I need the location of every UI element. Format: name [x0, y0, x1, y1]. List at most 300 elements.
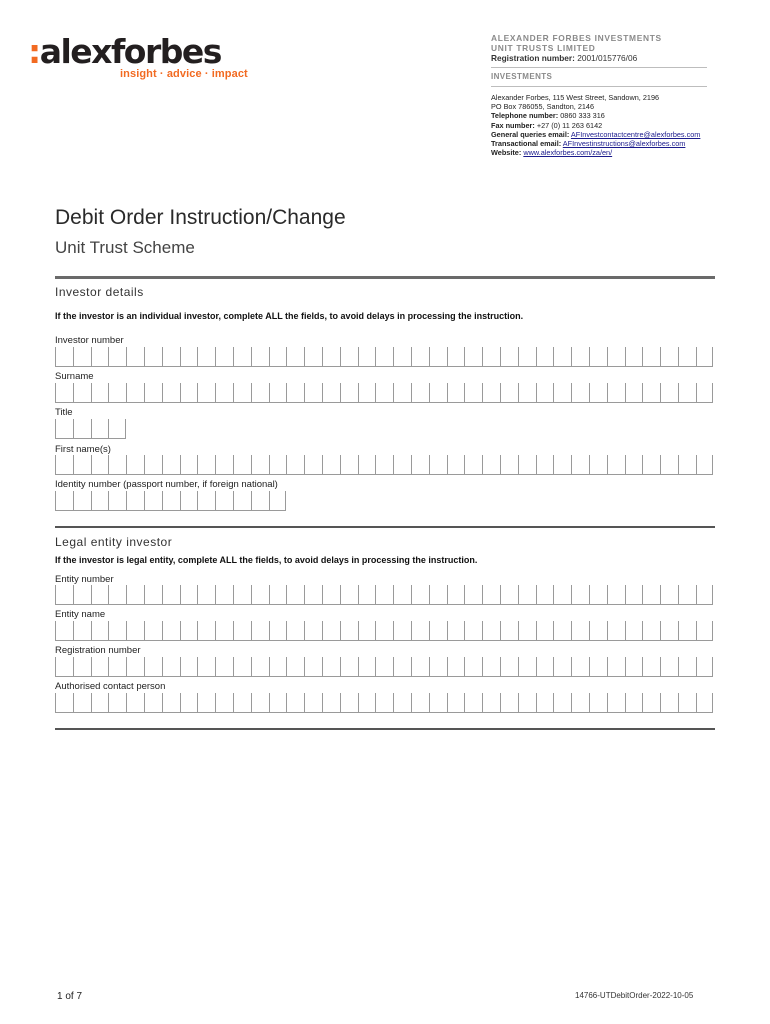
authorised-contact-field[interactable] — [55, 693, 713, 713]
character-box[interactable] — [393, 621, 411, 640]
character-box[interactable] — [108, 419, 126, 438]
character-box[interactable] — [73, 585, 91, 604]
character-box[interactable] — [197, 491, 215, 510]
character-box[interactable] — [233, 657, 251, 676]
entity-name-field[interactable] — [55, 621, 713, 641]
character-box[interactable] — [162, 657, 180, 676]
character-box[interactable] — [108, 347, 126, 366]
character-box[interactable] — [55, 657, 73, 676]
character-box[interactable] — [162, 621, 180, 640]
character-box[interactable] — [429, 585, 447, 604]
character-box[interactable] — [162, 693, 180, 712]
character-box[interactable] — [607, 657, 625, 676]
entity-name-label: Entity name — [55, 609, 106, 620]
character-box[interactable] — [55, 621, 73, 640]
character-box[interactable] — [91, 347, 109, 366]
character-box[interactable] — [108, 455, 126, 474]
character-box[interactable] — [286, 657, 304, 676]
character-box[interactable] — [553, 621, 571, 640]
character-box[interactable] — [286, 585, 304, 604]
character-box[interactable] — [215, 491, 233, 510]
character-box[interactable] — [55, 347, 73, 366]
character-box[interactable] — [340, 693, 358, 712]
character-box[interactable] — [678, 621, 696, 640]
character-box[interactable] — [233, 383, 251, 402]
character-box[interactable] — [197, 657, 215, 676]
character-box[interactable] — [571, 657, 589, 676]
character-box[interactable] — [518, 657, 536, 676]
website-link[interactable]: www.alexforbes.com/za/en/ — [523, 148, 613, 158]
character-box[interactable] — [304, 455, 322, 474]
character-box[interactable] — [233, 585, 251, 604]
character-box[interactable] — [625, 621, 643, 640]
character-box[interactable] — [73, 657, 91, 676]
character-box[interactable] — [625, 693, 643, 712]
transactional-email-link[interactable]: AFInvestinstructions@alexforbes.com — [562, 139, 686, 149]
character-box[interactable] — [482, 657, 500, 676]
character-box[interactable] — [144, 383, 162, 402]
character-box[interactable] — [251, 657, 269, 676]
character-box[interactable] — [340, 657, 358, 676]
division-label: INVESTMENTS — [491, 72, 553, 81]
character-box[interactable] — [126, 455, 144, 474]
character-box[interactable] — [144, 455, 162, 474]
character-box[interactable] — [642, 621, 660, 640]
character-box[interactable] — [251, 347, 269, 366]
character-box[interactable] — [464, 693, 482, 712]
character-box[interactable] — [108, 383, 126, 402]
character-box[interactable] — [625, 383, 643, 402]
character-box[interactable] — [393, 455, 411, 474]
character-box[interactable] — [91, 455, 109, 474]
character-box[interactable] — [108, 693, 126, 712]
page-subtitle: Unit Trust Scheme — [55, 238, 195, 257]
character-box[interactable] — [571, 621, 589, 640]
character-box[interactable] — [464, 455, 482, 474]
character-box[interactable] — [375, 693, 393, 712]
character-box[interactable] — [55, 455, 73, 474]
character-box[interactable] — [180, 693, 198, 712]
character-box[interactable] — [482, 383, 500, 402]
character-box[interactable] — [215, 455, 233, 474]
character-box[interactable] — [126, 693, 144, 712]
character-box[interactable] — [322, 693, 340, 712]
character-box[interactable] — [429, 693, 447, 712]
character-box[interactable] — [304, 585, 322, 604]
character-box[interactable] — [536, 347, 554, 366]
character-box[interactable] — [286, 383, 304, 402]
character-box[interactable] — [322, 621, 340, 640]
character-box[interactable] — [215, 383, 233, 402]
entity-number-field[interactable] — [55, 585, 713, 605]
character-box[interactable] — [518, 455, 536, 474]
character-box[interactable] — [215, 621, 233, 640]
character-box[interactable] — [73, 693, 91, 712]
character-box[interactable] — [464, 657, 482, 676]
character-box[interactable] — [269, 585, 287, 604]
character-box[interactable] — [553, 347, 571, 366]
character-box[interactable] — [696, 657, 714, 676]
title-field[interactable] — [55, 419, 126, 439]
character-box[interactable] — [607, 693, 625, 712]
character-box[interactable] — [286, 347, 304, 366]
character-box[interactable] — [447, 585, 465, 604]
character-box[interactable] — [375, 383, 393, 402]
character-box[interactable] — [500, 585, 518, 604]
character-box[interactable] — [215, 657, 233, 676]
character-box[interactable] — [197, 347, 215, 366]
character-box[interactable] — [607, 383, 625, 402]
character-box[interactable] — [696, 693, 714, 712]
character-box[interactable] — [411, 347, 429, 366]
character-box[interactable] — [340, 621, 358, 640]
character-box[interactable] — [607, 621, 625, 640]
character-box[interactable] — [55, 491, 73, 510]
character-box[interactable] — [589, 657, 607, 676]
character-box[interactable] — [500, 347, 518, 366]
character-box[interactable] — [375, 621, 393, 640]
entity-number-label: Entity number — [55, 574, 114, 585]
character-box[interactable] — [411, 693, 429, 712]
character-box[interactable] — [589, 455, 607, 474]
character-box[interactable] — [269, 657, 287, 676]
character-box[interactable] — [180, 585, 198, 604]
character-box[interactable] — [55, 693, 73, 712]
character-box[interactable] — [642, 383, 660, 402]
character-box[interactable] — [91, 657, 109, 676]
character-box[interactable] — [447, 455, 465, 474]
character-box[interactable] — [696, 347, 714, 366]
character-box[interactable] — [429, 657, 447, 676]
character-box[interactable] — [660, 585, 678, 604]
character-box[interactable] — [536, 693, 554, 712]
character-box[interactable] — [251, 383, 269, 402]
character-box[interactable] — [358, 383, 376, 402]
character-box[interactable] — [304, 383, 322, 402]
character-box[interactable] — [464, 621, 482, 640]
character-box[interactable] — [589, 383, 607, 402]
character-box[interactable] — [696, 585, 714, 604]
character-box[interactable] — [571, 383, 589, 402]
character-box[interactable] — [233, 693, 251, 712]
character-box[interactable] — [197, 383, 215, 402]
character-box[interactable] — [251, 585, 269, 604]
character-box[interactable] — [126, 491, 144, 510]
character-box[interactable] — [197, 693, 215, 712]
character-box[interactable] — [553, 693, 571, 712]
character-box[interactable] — [144, 693, 162, 712]
character-box[interactable] — [251, 693, 269, 712]
character-box[interactable] — [393, 657, 411, 676]
po-box-line: PO Box 786055, Sandton, 2146 — [491, 102, 595, 112]
character-box[interactable] — [589, 585, 607, 604]
character-box[interactable] — [482, 347, 500, 366]
character-box[interactable] — [269, 491, 287, 510]
character-box[interactable] — [464, 347, 482, 366]
character-box[interactable] — [91, 585, 109, 604]
character-box[interactable] — [55, 383, 73, 402]
character-box[interactable] — [518, 621, 536, 640]
character-box[interactable] — [625, 657, 643, 676]
character-box[interactable] — [536, 585, 554, 604]
registration-number: Registration number: 2001/015776/06 — [491, 53, 638, 63]
character-box[interactable] — [180, 383, 198, 402]
character-box[interactable] — [393, 383, 411, 402]
character-box[interactable] — [91, 491, 109, 510]
surname-field[interactable] — [55, 383, 713, 403]
character-box[interactable] — [162, 585, 180, 604]
page-number: 1 of 7 — [57, 991, 83, 1002]
character-box[interactable] — [286, 693, 304, 712]
character-box[interactable] — [340, 585, 358, 604]
character-box[interactable] — [375, 455, 393, 474]
character-box[interactable] — [553, 383, 571, 402]
character-box[interactable] — [197, 455, 215, 474]
character-box[interactable] — [251, 455, 269, 474]
character-box[interactable] — [411, 621, 429, 640]
character-box[interactable] — [375, 347, 393, 366]
character-box[interactable] — [162, 491, 180, 510]
character-box[interactable] — [571, 347, 589, 366]
character-box[interactable] — [108, 657, 126, 676]
character-box[interactable] — [144, 585, 162, 604]
character-box[interactable] — [358, 455, 376, 474]
character-box[interactable] — [625, 455, 643, 474]
character-box[interactable] — [286, 621, 304, 640]
character-box[interactable] — [411, 455, 429, 474]
fax-line: Fax number: +27 (0) 11 263 6142 — [491, 120, 603, 130]
character-box[interactable] — [91, 419, 109, 438]
character-box[interactable] — [55, 419, 73, 438]
character-box[interactable] — [162, 383, 180, 402]
character-box[interactable] — [269, 693, 287, 712]
first-names-field[interactable] — [55, 455, 713, 475]
character-box[interactable] — [696, 455, 714, 474]
character-box[interactable] — [660, 383, 678, 402]
character-box[interactable] — [108, 621, 126, 640]
character-box[interactable] — [215, 347, 233, 366]
general-email-link[interactable]: AFInvestcontactcentre@alexforbes.com — [570, 129, 701, 139]
character-box[interactable] — [55, 585, 73, 604]
character-box[interactable] — [678, 585, 696, 604]
character-box[interactable] — [589, 347, 607, 366]
character-box[interactable] — [625, 347, 643, 366]
character-box[interactable] — [553, 455, 571, 474]
character-box[interactable] — [625, 585, 643, 604]
character-box[interactable] — [571, 693, 589, 712]
character-box[interactable] — [660, 455, 678, 474]
character-box[interactable] — [269, 621, 287, 640]
character-box[interactable] — [536, 621, 554, 640]
character-box[interactable] — [215, 585, 233, 604]
section-divider — [55, 728, 715, 730]
character-box[interactable] — [500, 693, 518, 712]
character-box[interactable] — [126, 383, 144, 402]
character-box[interactable] — [233, 621, 251, 640]
character-box[interactable] — [340, 383, 358, 402]
character-box[interactable] — [73, 455, 91, 474]
character-box[interactable] — [571, 585, 589, 604]
character-box[interactable] — [464, 585, 482, 604]
character-box[interactable] — [500, 657, 518, 676]
character-box[interactable] — [304, 621, 322, 640]
character-box[interactable] — [411, 585, 429, 604]
character-box[interactable] — [553, 585, 571, 604]
character-box[interactable] — [571, 455, 589, 474]
character-box[interactable] — [73, 347, 91, 366]
character-box[interactable] — [678, 347, 696, 366]
character-box[interactable] — [269, 347, 287, 366]
character-box[interactable] — [660, 621, 678, 640]
character-box[interactable] — [304, 657, 322, 676]
character-box[interactable] — [73, 621, 91, 640]
investor-number-field[interactable] — [55, 347, 713, 367]
character-box[interactable] — [500, 455, 518, 474]
character-box[interactable] — [411, 383, 429, 402]
character-box[interactable] — [358, 657, 376, 676]
character-box[interactable] — [180, 347, 198, 366]
character-box[interactable] — [197, 585, 215, 604]
character-box[interactable] — [144, 657, 162, 676]
character-box[interactable] — [411, 657, 429, 676]
character-box[interactable] — [144, 347, 162, 366]
character-box[interactable] — [144, 621, 162, 640]
character-box[interactable] — [447, 693, 465, 712]
character-box[interactable] — [536, 383, 554, 402]
character-box[interactable] — [322, 585, 340, 604]
contact-details — [491, 93, 707, 157]
character-box[interactable] — [660, 693, 678, 712]
character-box[interactable] — [144, 491, 162, 510]
character-box[interactable] — [358, 693, 376, 712]
character-box[interactable] — [375, 585, 393, 604]
character-box[interactable] — [589, 693, 607, 712]
character-box[interactable] — [696, 383, 714, 402]
character-box[interactable] — [678, 693, 696, 712]
character-box[interactable] — [393, 347, 411, 366]
character-box[interactable] — [162, 455, 180, 474]
character-box[interactable] — [429, 455, 447, 474]
character-box[interactable] — [251, 491, 269, 510]
character-box[interactable] — [340, 455, 358, 474]
character-box[interactable] — [215, 693, 233, 712]
character-box[interactable] — [269, 455, 287, 474]
character-box[interactable] — [358, 621, 376, 640]
character-box[interactable] — [91, 693, 109, 712]
character-box[interactable] — [678, 657, 696, 676]
character-box[interactable] — [126, 585, 144, 604]
character-box[interactable] — [429, 383, 447, 402]
character-box[interactable] — [678, 455, 696, 474]
character-box[interactable] — [322, 657, 340, 676]
character-box[interactable] — [642, 347, 660, 366]
character-box[interactable] — [518, 585, 536, 604]
character-box[interactable] — [607, 347, 625, 366]
character-box[interactable] — [536, 455, 554, 474]
character-box[interactable] — [447, 621, 465, 640]
character-box[interactable] — [91, 621, 109, 640]
character-box[interactable] — [642, 657, 660, 676]
character-box[interactable] — [108, 491, 126, 510]
character-box[interactable] — [678, 383, 696, 402]
character-box[interactable] — [126, 657, 144, 676]
character-box[interactable] — [322, 383, 340, 402]
character-box[interactable] — [180, 491, 198, 510]
character-box[interactable] — [73, 383, 91, 402]
character-box[interactable] — [180, 621, 198, 640]
character-box[interactable] — [642, 693, 660, 712]
character-box[interactable] — [607, 455, 625, 474]
character-box[interactable] — [322, 455, 340, 474]
character-box[interactable] — [197, 621, 215, 640]
character-box[interactable] — [180, 657, 198, 676]
character-box[interactable] — [340, 347, 358, 366]
registration-number-field[interactable] — [55, 657, 713, 677]
character-box[interactable] — [447, 383, 465, 402]
character-box[interactable] — [304, 347, 322, 366]
character-box[interactable] — [304, 693, 322, 712]
character-box[interactable] — [482, 621, 500, 640]
character-box[interactable] — [180, 455, 198, 474]
character-box[interactable] — [126, 621, 144, 640]
character-box[interactable] — [233, 491, 251, 510]
character-box[interactable] — [447, 657, 465, 676]
character-box[interactable] — [91, 383, 109, 402]
character-box[interactable] — [233, 455, 251, 474]
character-box[interactable] — [464, 383, 482, 402]
character-box[interactable] — [482, 693, 500, 712]
character-box[interactable] — [322, 347, 340, 366]
character-box[interactable] — [482, 455, 500, 474]
character-box[interactable] — [447, 347, 465, 366]
character-box[interactable] — [393, 585, 411, 604]
character-box[interactable] — [518, 693, 536, 712]
header-divider — [491, 67, 707, 68]
character-box[interactable] — [642, 585, 660, 604]
character-box[interactable] — [589, 621, 607, 640]
character-box[interactable] — [126, 347, 144, 366]
character-box[interactable] — [607, 585, 625, 604]
identity-number-field[interactable] — [55, 491, 286, 511]
character-box[interactable] — [429, 621, 447, 640]
character-box[interactable] — [482, 585, 500, 604]
character-box[interactable] — [269, 383, 287, 402]
character-box[interactable] — [660, 347, 678, 366]
character-box[interactable] — [660, 657, 678, 676]
character-box[interactable] — [108, 585, 126, 604]
character-box[interactable] — [358, 585, 376, 604]
character-box[interactable] — [429, 347, 447, 366]
character-box[interactable] — [233, 347, 251, 366]
character-box[interactable] — [162, 347, 180, 366]
character-box[interactable] — [286, 455, 304, 474]
character-box[interactable] — [518, 383, 536, 402]
character-box[interactable] — [536, 657, 554, 676]
character-box[interactable] — [642, 455, 660, 474]
character-box[interactable] — [375, 657, 393, 676]
character-box[interactable] — [696, 621, 714, 640]
character-box[interactable] — [73, 419, 91, 438]
character-box[interactable] — [553, 657, 571, 676]
character-box[interactable] — [500, 621, 518, 640]
surname-label: Surname — [55, 371, 94, 382]
character-box[interactable] — [518, 347, 536, 366]
character-box[interactable] — [500, 383, 518, 402]
character-box[interactable] — [251, 621, 269, 640]
character-box[interactable] — [393, 693, 411, 712]
character-box[interactable] — [73, 491, 91, 510]
character-box[interactable] — [358, 347, 376, 366]
